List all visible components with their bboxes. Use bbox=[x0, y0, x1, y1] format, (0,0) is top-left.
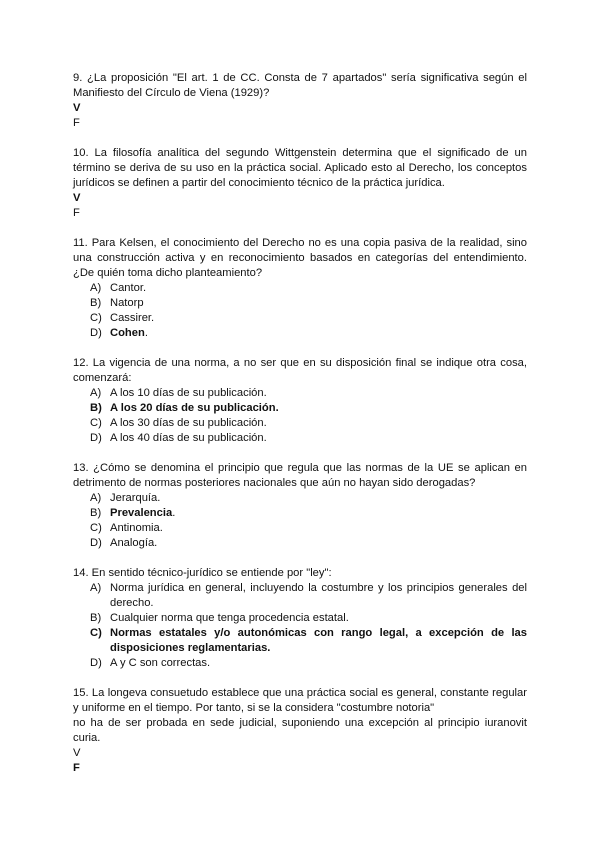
question-11 bbox=[73, 236, 527, 341]
question-text: 14. En sentido técnico-jurídico se entiende por "ley": bbox=[73, 567, 332, 579]
correct-answer: Prevalencia bbox=[110, 507, 173, 519]
correct-answer: Cohen bbox=[110, 327, 145, 339]
options-list bbox=[73, 581, 527, 671]
option-d: D) A los 40 días de su publicación. bbox=[90, 432, 267, 444]
option-b: B) Natorp bbox=[90, 297, 144, 309]
question-15 bbox=[73, 686, 527, 776]
option-c: C) A los 30 días de su publicación. bbox=[90, 417, 267, 429]
question-text: 10. La filosofía analítica del segundo Wittgenstein determina que el significado de un término se deriva de su uso en la práctica social. Aplicado esto al Derecho, los conceptos jurídicos se definen a partir del conocimiento técnico de la práctica jurídica. bbox=[73, 147, 527, 189]
options-list bbox=[73, 281, 527, 341]
option-a: A) Jerarquía. bbox=[90, 492, 161, 504]
question-text: 9. ¿La proposición "El art. 1 de CC. Consta de 7 apartados" sería significativa según el Manifiesto del Círculo de Viena (1929)? bbox=[73, 72, 527, 99]
option-d: D) A y C son correctas. bbox=[90, 657, 211, 669]
option-b: B) A los 20 días de su publicación. bbox=[73, 401, 527, 416]
question-text-continued: no ha de ser probada en sede judicial, suponiendo una excepción al principio iuranovit curia. bbox=[73, 717, 527, 744]
question-9 bbox=[73, 71, 527, 131]
option-d: D) Cohen. bbox=[90, 327, 148, 339]
false-option: F bbox=[73, 207, 80, 219]
question-text: 12. La vigencia de una norma, a no ser que en su disposición final se indique otra cosa, comenzará: bbox=[73, 357, 527, 384]
option-c: C) Normas estatales y/o autonómicas con rango legal, a excepción de las disposiciones reglamentarias. bbox=[90, 627, 527, 654]
option-c: C) Antinomia. bbox=[90, 522, 163, 534]
question-14 bbox=[73, 566, 527, 671]
option-c: C) Cassirer. bbox=[90, 312, 155, 324]
option-a: A) Cantor. bbox=[90, 282, 147, 294]
true-option: V bbox=[73, 102, 81, 114]
false-option: F bbox=[73, 117, 80, 129]
exam-page bbox=[73, 71, 527, 776]
option-a: A) Norma jurídica en general, incluyendo la costumbre y los principios generales del derecho. bbox=[90, 582, 527, 609]
correct-answer: Normas estatales y/o autonómicas con rango legal, a excepción de las disposiciones reglamentarias. bbox=[110, 627, 527, 654]
options-list bbox=[73, 386, 527, 446]
question-text: 15. La longeva consuetudo establece que una práctica social es general, constante regular y uniforme en el tiempo. Por tanto, si se la considera "costumbre notoria" bbox=[73, 687, 527, 714]
option-d: D) Analogía. bbox=[90, 537, 158, 549]
correct-answer: A los 20 días de su publicación. bbox=[110, 402, 279, 414]
false-option: F bbox=[73, 762, 80, 774]
question-12 bbox=[73, 356, 527, 446]
options-list bbox=[73, 491, 527, 551]
question-10 bbox=[73, 146, 527, 221]
question-text: 13. ¿Cómo se denomina el principio que regula que las normas de la UE se aplican en detrimento de normas posteriores nacionales que aún no hayan sido derogadas? bbox=[73, 462, 527, 489]
option-a: A) A los 10 días de su publicación. bbox=[90, 387, 267, 399]
option-b: B) Cualquier norma que tenga procedencia estatal. bbox=[90, 612, 349, 624]
question-13 bbox=[73, 461, 527, 551]
true-option: V bbox=[73, 192, 81, 204]
option-b: B) Prevalencia. bbox=[90, 507, 176, 519]
true-option: V bbox=[73, 747, 81, 759]
question-text: 11. Para Kelsen, el conocimiento del Derecho no es una copia pasiva de la realidad, sino una construcción activa y en reconocimiento basados en categorías del entendimiento. ¿De quién toma dicho planteamiento? bbox=[73, 237, 527, 279]
